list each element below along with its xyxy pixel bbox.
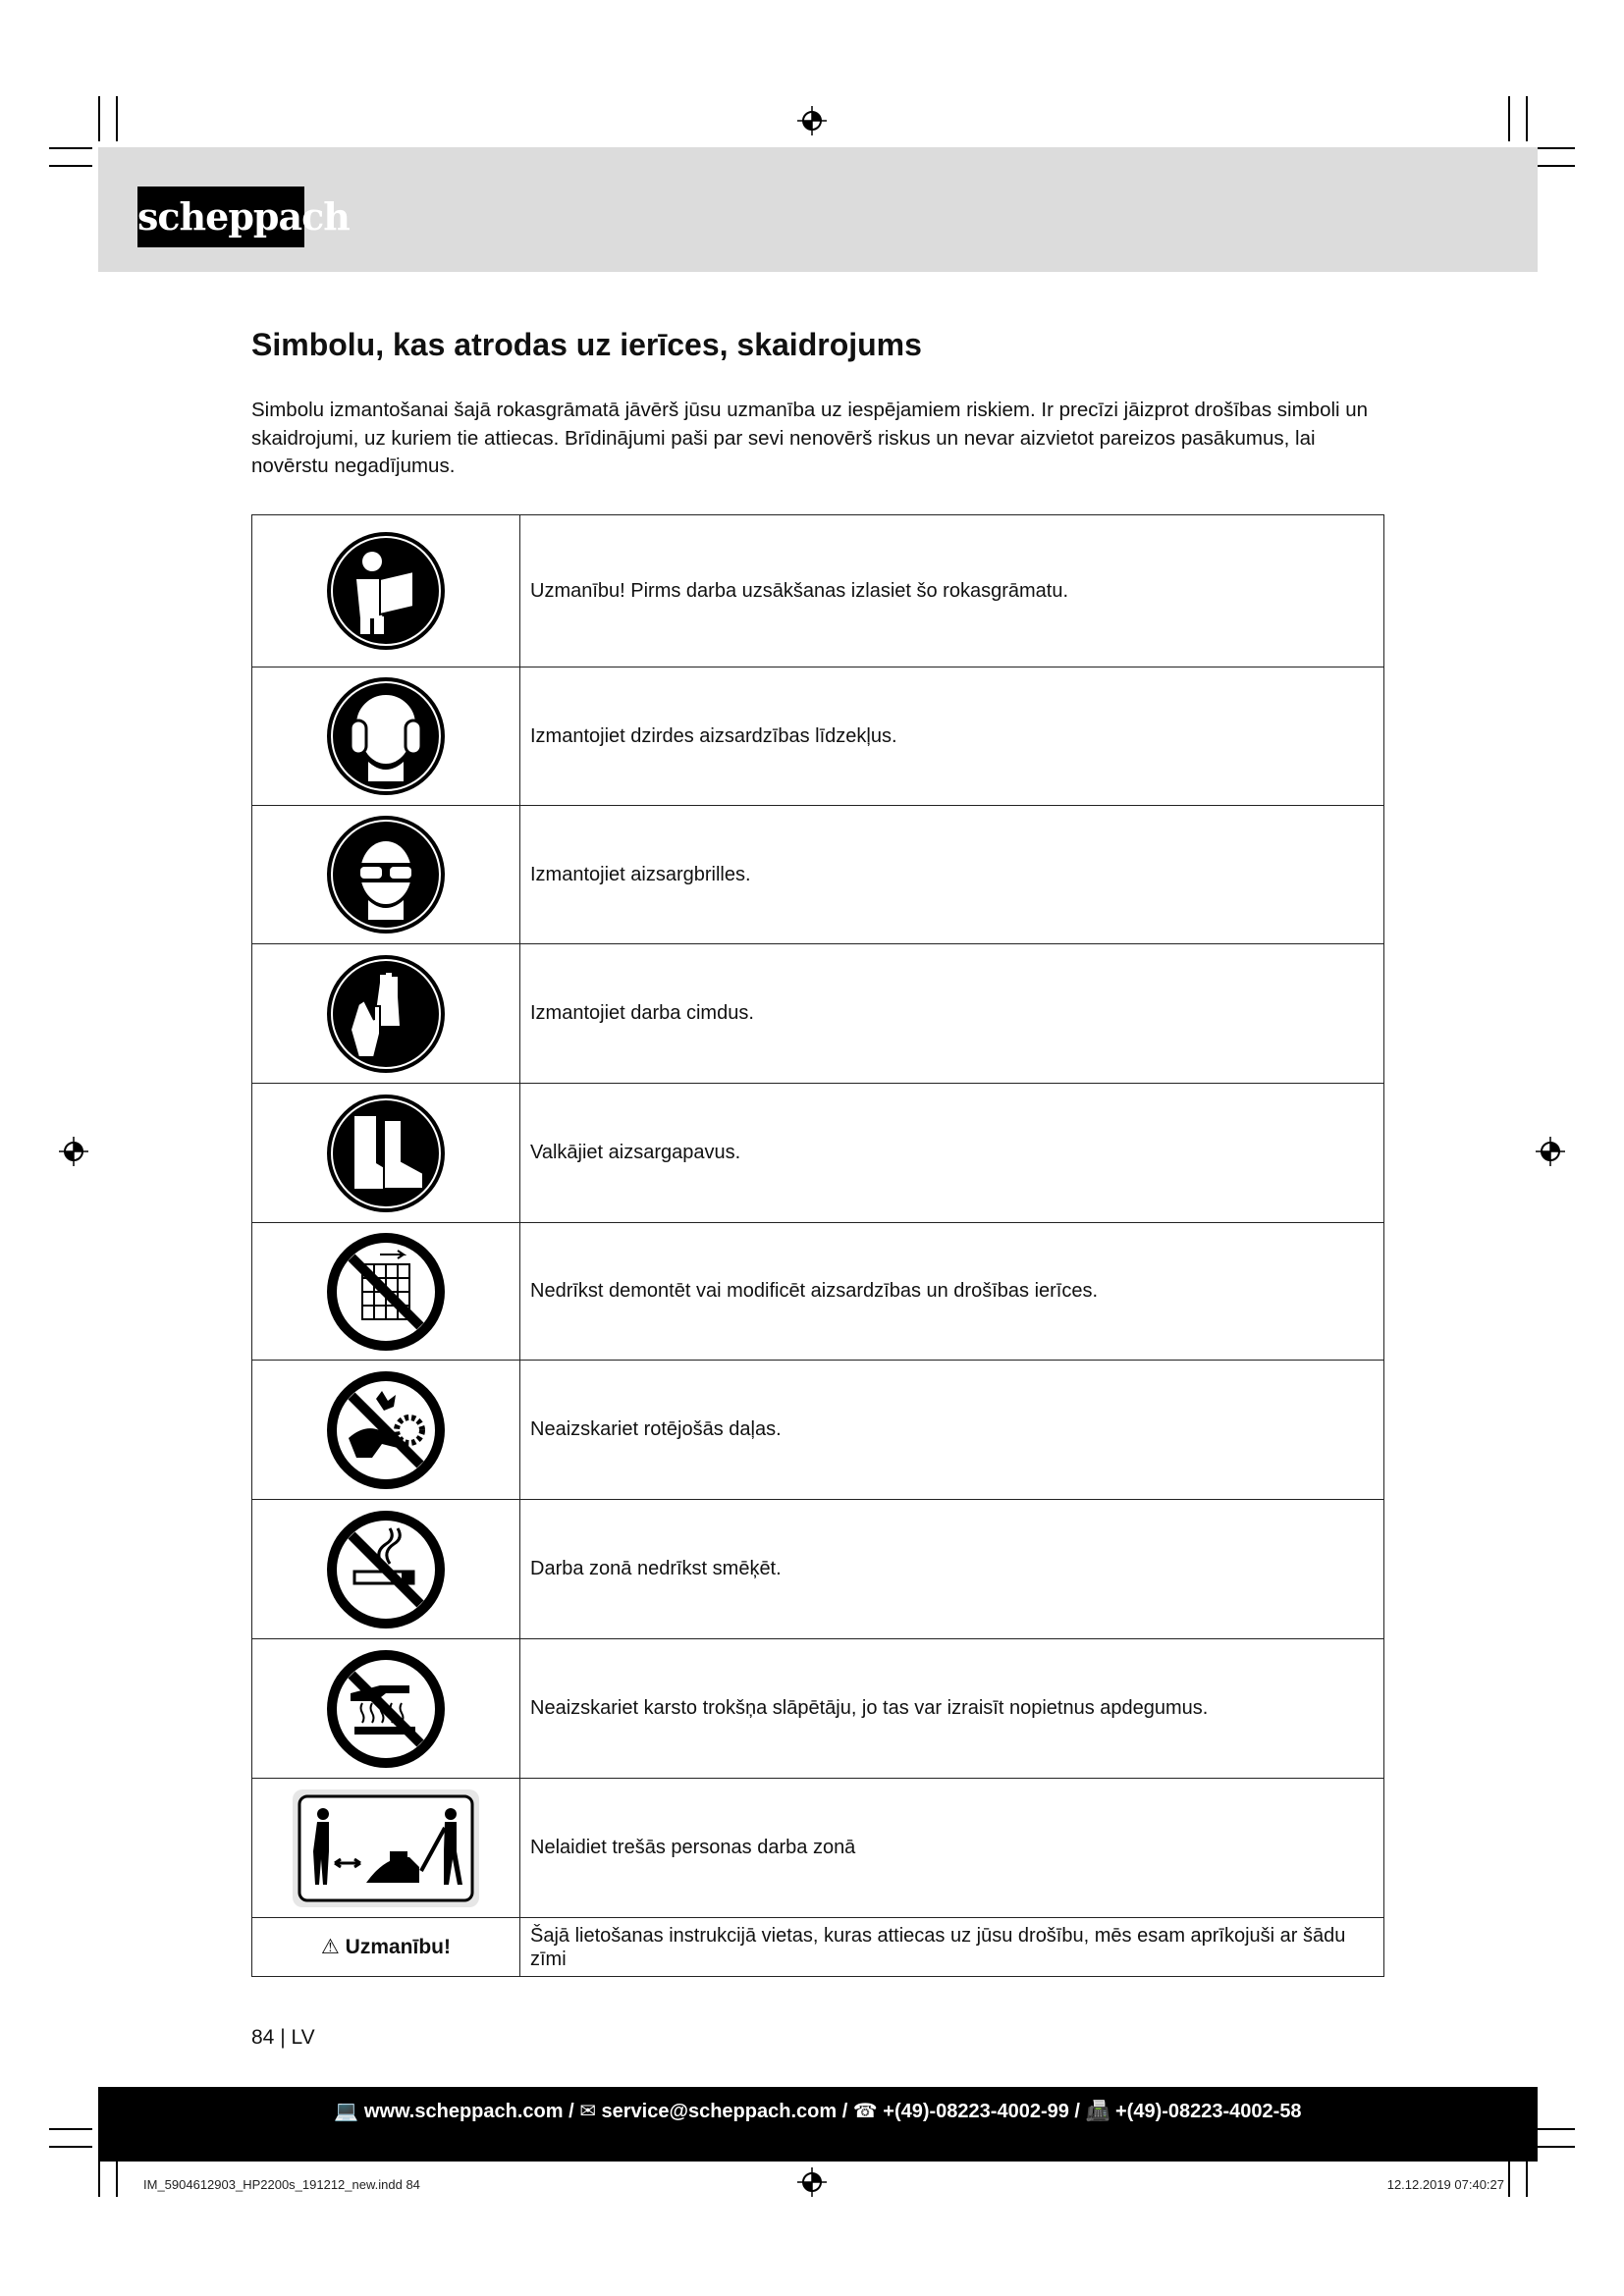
symbol-description: Izmantojiet aizsargbrilles. xyxy=(520,806,1384,944)
symbol-cell xyxy=(252,1223,520,1361)
slug-file-name: IM_5904612903_HP2200s_191212_new.indd 84 xyxy=(143,2177,420,2192)
crop-mark xyxy=(98,96,100,141)
symbol-cell xyxy=(252,944,520,1084)
no-touch-rotating-icon xyxy=(325,1369,447,1491)
crop-mark xyxy=(1526,96,1528,141)
symbol-cell xyxy=(252,667,520,806)
crop-mark xyxy=(49,2146,92,2148)
warning-note-label: ⚠ Uzmanību! xyxy=(252,1918,520,1977)
safety-goggles-icon xyxy=(325,814,447,935)
no-dismantle-guard-icon xyxy=(325,1231,447,1353)
crop-mark xyxy=(1532,165,1575,167)
keep-bystanders-away-icon xyxy=(292,1789,480,1908)
read-manual-icon xyxy=(325,530,447,652)
symbols-table xyxy=(251,514,1384,1977)
symbol-cell xyxy=(252,1084,520,1223)
registration-mark-icon xyxy=(797,106,827,135)
symbol-description: Uzmanību! Pirms darba uzsākšanas izlasiet šo rokasgrāmatu. xyxy=(520,515,1384,667)
table-row xyxy=(252,667,1384,806)
symbol-description: Neaizskariet rotējošās daļas. xyxy=(520,1361,1384,1500)
safety-boots-icon xyxy=(325,1093,447,1214)
crop-mark xyxy=(116,96,118,141)
table-row xyxy=(252,1639,1384,1779)
crop-mark xyxy=(1508,96,1510,141)
ear-protection-icon xyxy=(325,675,447,797)
registration-mark-icon xyxy=(797,2167,827,2197)
intro-paragraph: Simbolu izmantošanai šajā rokasgrāmatā jāvērš jūsu uzmanība uz iespējamiem riskiem. Ir precīzi jāizprot drošības simboli un skaidrojumi, uz kuriem tie attiecas. Brīdinājumi paši par sevi nenovērš riskus un nevar aizvietot pareizos pasākumus, lai novērstu negadījumus. xyxy=(251,399,1369,477)
page-number: 84 | LV xyxy=(251,2026,315,2049)
symbol-cell xyxy=(252,515,520,667)
header-band xyxy=(98,147,1538,272)
registration-mark-icon xyxy=(1536,1137,1565,1166)
symbol-description: Nedrīkst demontēt vai modificēt aizsardzības un drošības ierīces. xyxy=(520,1223,1384,1361)
registration-mark-icon xyxy=(59,1137,88,1166)
no-smoking-icon xyxy=(325,1509,447,1630)
symbol-cell xyxy=(252,806,520,944)
crop-mark xyxy=(1532,147,1575,149)
symbol-description: Izmantojiet dzirdes aizsardzības līdzekļus. xyxy=(520,667,1384,806)
symbol-cell xyxy=(252,1779,520,1918)
page-title: Simbolu, kas atrodas uz ierīces, skaidrojums xyxy=(251,327,922,362)
symbol-description: Darba zonā nedrīkst smēķēt. xyxy=(520,1500,1384,1639)
slug-timestamp: 12.12.2019 07:40:27 xyxy=(1386,2177,1504,2192)
table-row xyxy=(252,1779,1384,1918)
crop-mark xyxy=(1532,2128,1575,2130)
footer-contact-band xyxy=(98,2087,1538,2162)
crop-mark xyxy=(49,147,92,149)
crop-mark xyxy=(1532,2146,1575,2148)
symbol-cell xyxy=(252,1361,520,1500)
table-row xyxy=(252,1918,1384,1977)
footer-contact-text: 💻 www.scheppach.com / ✉ service@scheppach.com / ☎ +(49)-08223-4002-99 / 📠 +(49)-08223-4002-58 xyxy=(334,2101,1302,2122)
warning-note-text: Šajā lietošanas instrukcijā vietas, kuras attiecas uz jūsu drošību, mēs esam aprīkojuši ar šādu zīmi xyxy=(520,1918,1384,1977)
symbol-cell xyxy=(252,1500,520,1639)
table-row xyxy=(252,806,1384,944)
table-row xyxy=(252,1361,1384,1500)
gloves-icon xyxy=(325,953,447,1075)
table-row xyxy=(252,944,1384,1084)
crop-mark xyxy=(49,2128,92,2130)
brand-logo: scheppach xyxy=(137,187,304,247)
no-touch-hot-muffler-icon xyxy=(325,1648,447,1770)
crop-mark xyxy=(49,165,92,167)
table-row xyxy=(252,1223,1384,1361)
symbol-description: Valkājiet aizsargapavus. xyxy=(520,1084,1384,1223)
symbol-description: Izmantojiet darba cimdus. xyxy=(520,944,1384,1084)
symbol-cell xyxy=(252,1639,520,1779)
table-row xyxy=(252,1500,1384,1639)
table-row xyxy=(252,1084,1384,1223)
symbol-description: Neaizskariet karsto trokšņa slāpētāju, jo tas var izraisīt nopietnus apdegumus. xyxy=(520,1639,1384,1779)
table-row xyxy=(252,515,1384,667)
symbol-description: Nelaidiet trešās personas darba zonā xyxy=(520,1779,1384,1918)
